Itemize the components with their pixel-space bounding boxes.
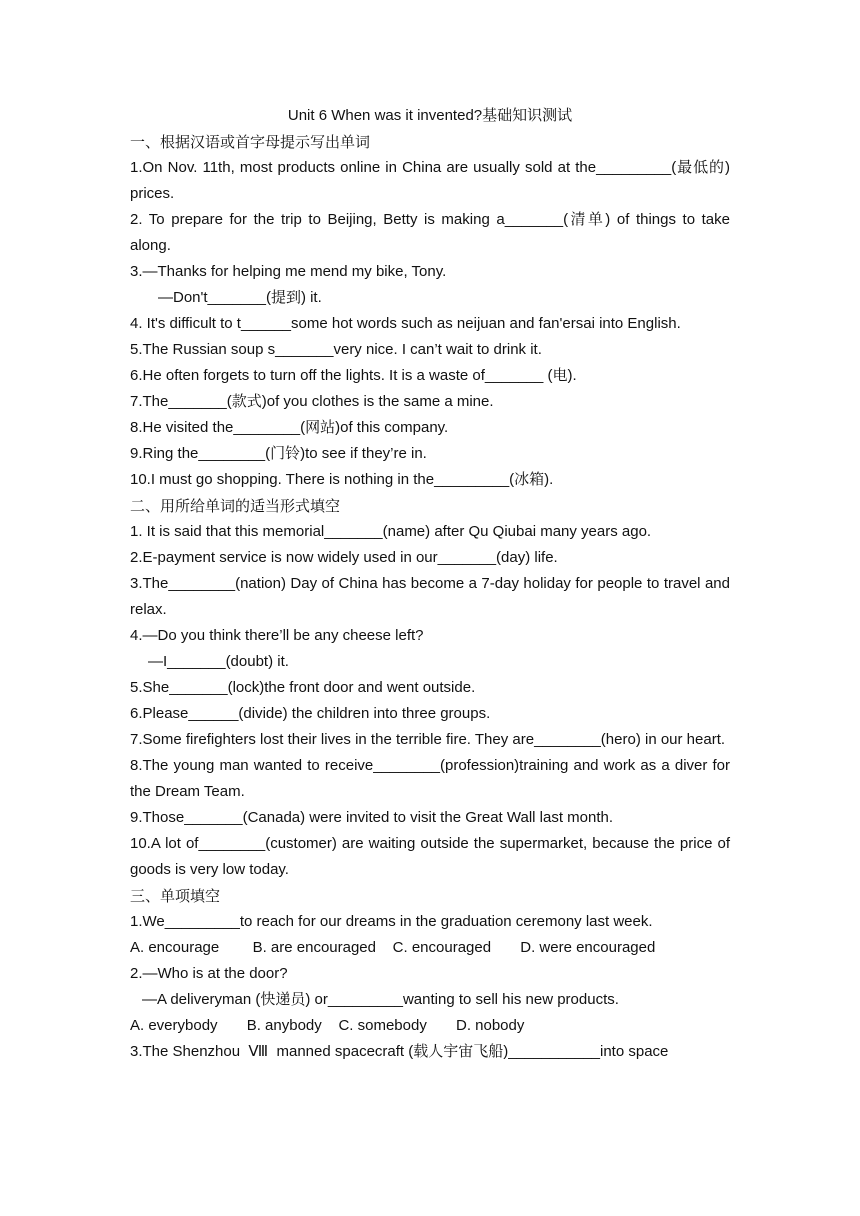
- question-line: 3.The________(nation) Day of China has become a 7-day holiday for people to travel and relax.: [130, 575, 730, 618]
- document-content: [130, 103, 730, 1065]
- question-line: 1. It is said that this memorial_______(name) after Qu Qiubai many years ago.: [130, 523, 652, 540]
- question-line: 4. It's difficult to t______some hot words such as neijuan and fan'ersai into English.: [130, 315, 681, 332]
- section-heading: 一、根据汉语或首字母提示写出单词: [130, 133, 371, 151]
- question-line: 2. To prepare for the trip to Beijing, Betty is making a_______(清单) of things to take along.: [130, 211, 730, 254]
- answer-options: A. encourage B. are encouraged C. encouraged D. were encouraged: [130, 939, 656, 956]
- question-line: 2.E-payment service is now widely used in our_______(day) life.: [130, 549, 558, 566]
- question-line: —I_______(doubt) it.: [148, 653, 289, 670]
- question-line: 8.He visited the________(网站)of this company.: [130, 419, 449, 436]
- question-line: —A deliveryman (快递员) or_________wanting to sell his new products.: [142, 991, 619, 1008]
- question-line: 10.A lot of________(customer) are waiting outside the supermarket, because the price of goods is very low today.: [130, 835, 730, 878]
- question-line: —Don't_______(提到) it.: [158, 289, 322, 306]
- section-heading: 三、单项填空: [130, 887, 221, 905]
- question-line: 10.I must go shopping. There is nothing in the_________(冰箱).: [130, 471, 554, 488]
- question-line: 3.The Shenzhou Ⅷ manned spacecraft (载人宇宙飞船)___________into space: [130, 1043, 669, 1060]
- question-line: 9.Those_______(Canada) were invited to visit the Great Wall last month.: [130, 809, 614, 826]
- document-title: Unit 6 When was it invented?基础知识测试: [287, 107, 573, 124]
- section-heading: 二、用所给单词的适当形式填空: [130, 497, 341, 515]
- answer-options: A. everybody B. anybody C. somebody D. nobody: [130, 1017, 525, 1034]
- question-line: 2.—Who is at the door?: [130, 965, 288, 982]
- question-line: 5.The Russian soup s_______very nice. I can’t wait to drink it.: [130, 341, 542, 358]
- question-line: 7.Some firefighters lost their lives in the terrible fire. They are________(hero) in our heart.: [130, 731, 726, 748]
- question-line: 5.She_______(lock)the front door and went outside.: [130, 679, 476, 696]
- question-line: 3.—Thanks for helping me mend my bike, Tony.: [130, 263, 447, 280]
- question-line: 1.We_________to reach for our dreams in the graduation ceremony last week.: [130, 913, 653, 930]
- question-line: 1.On Nov. 11th, most products online in China are usually sold at the_________(最低的) prices.: [130, 159, 730, 202]
- question-line: 8.The young man wanted to receive________(profession)training and work as a diver for the Dream Team.: [130, 757, 730, 800]
- question-line: 6.Please______(divide) the children into three groups.: [130, 705, 491, 722]
- question-line: 9.Ring the________(门铃)to see if they’re in.: [130, 445, 427, 462]
- question-line: 6.He often forgets to turn off the lights. It is a waste of_______ (电).: [130, 367, 577, 384]
- question-line: 4.—Do you think there’ll be any cheese left?: [130, 627, 424, 644]
- question-line: 7.The_______(款式)of you clothes is the same a mine.: [130, 393, 494, 410]
